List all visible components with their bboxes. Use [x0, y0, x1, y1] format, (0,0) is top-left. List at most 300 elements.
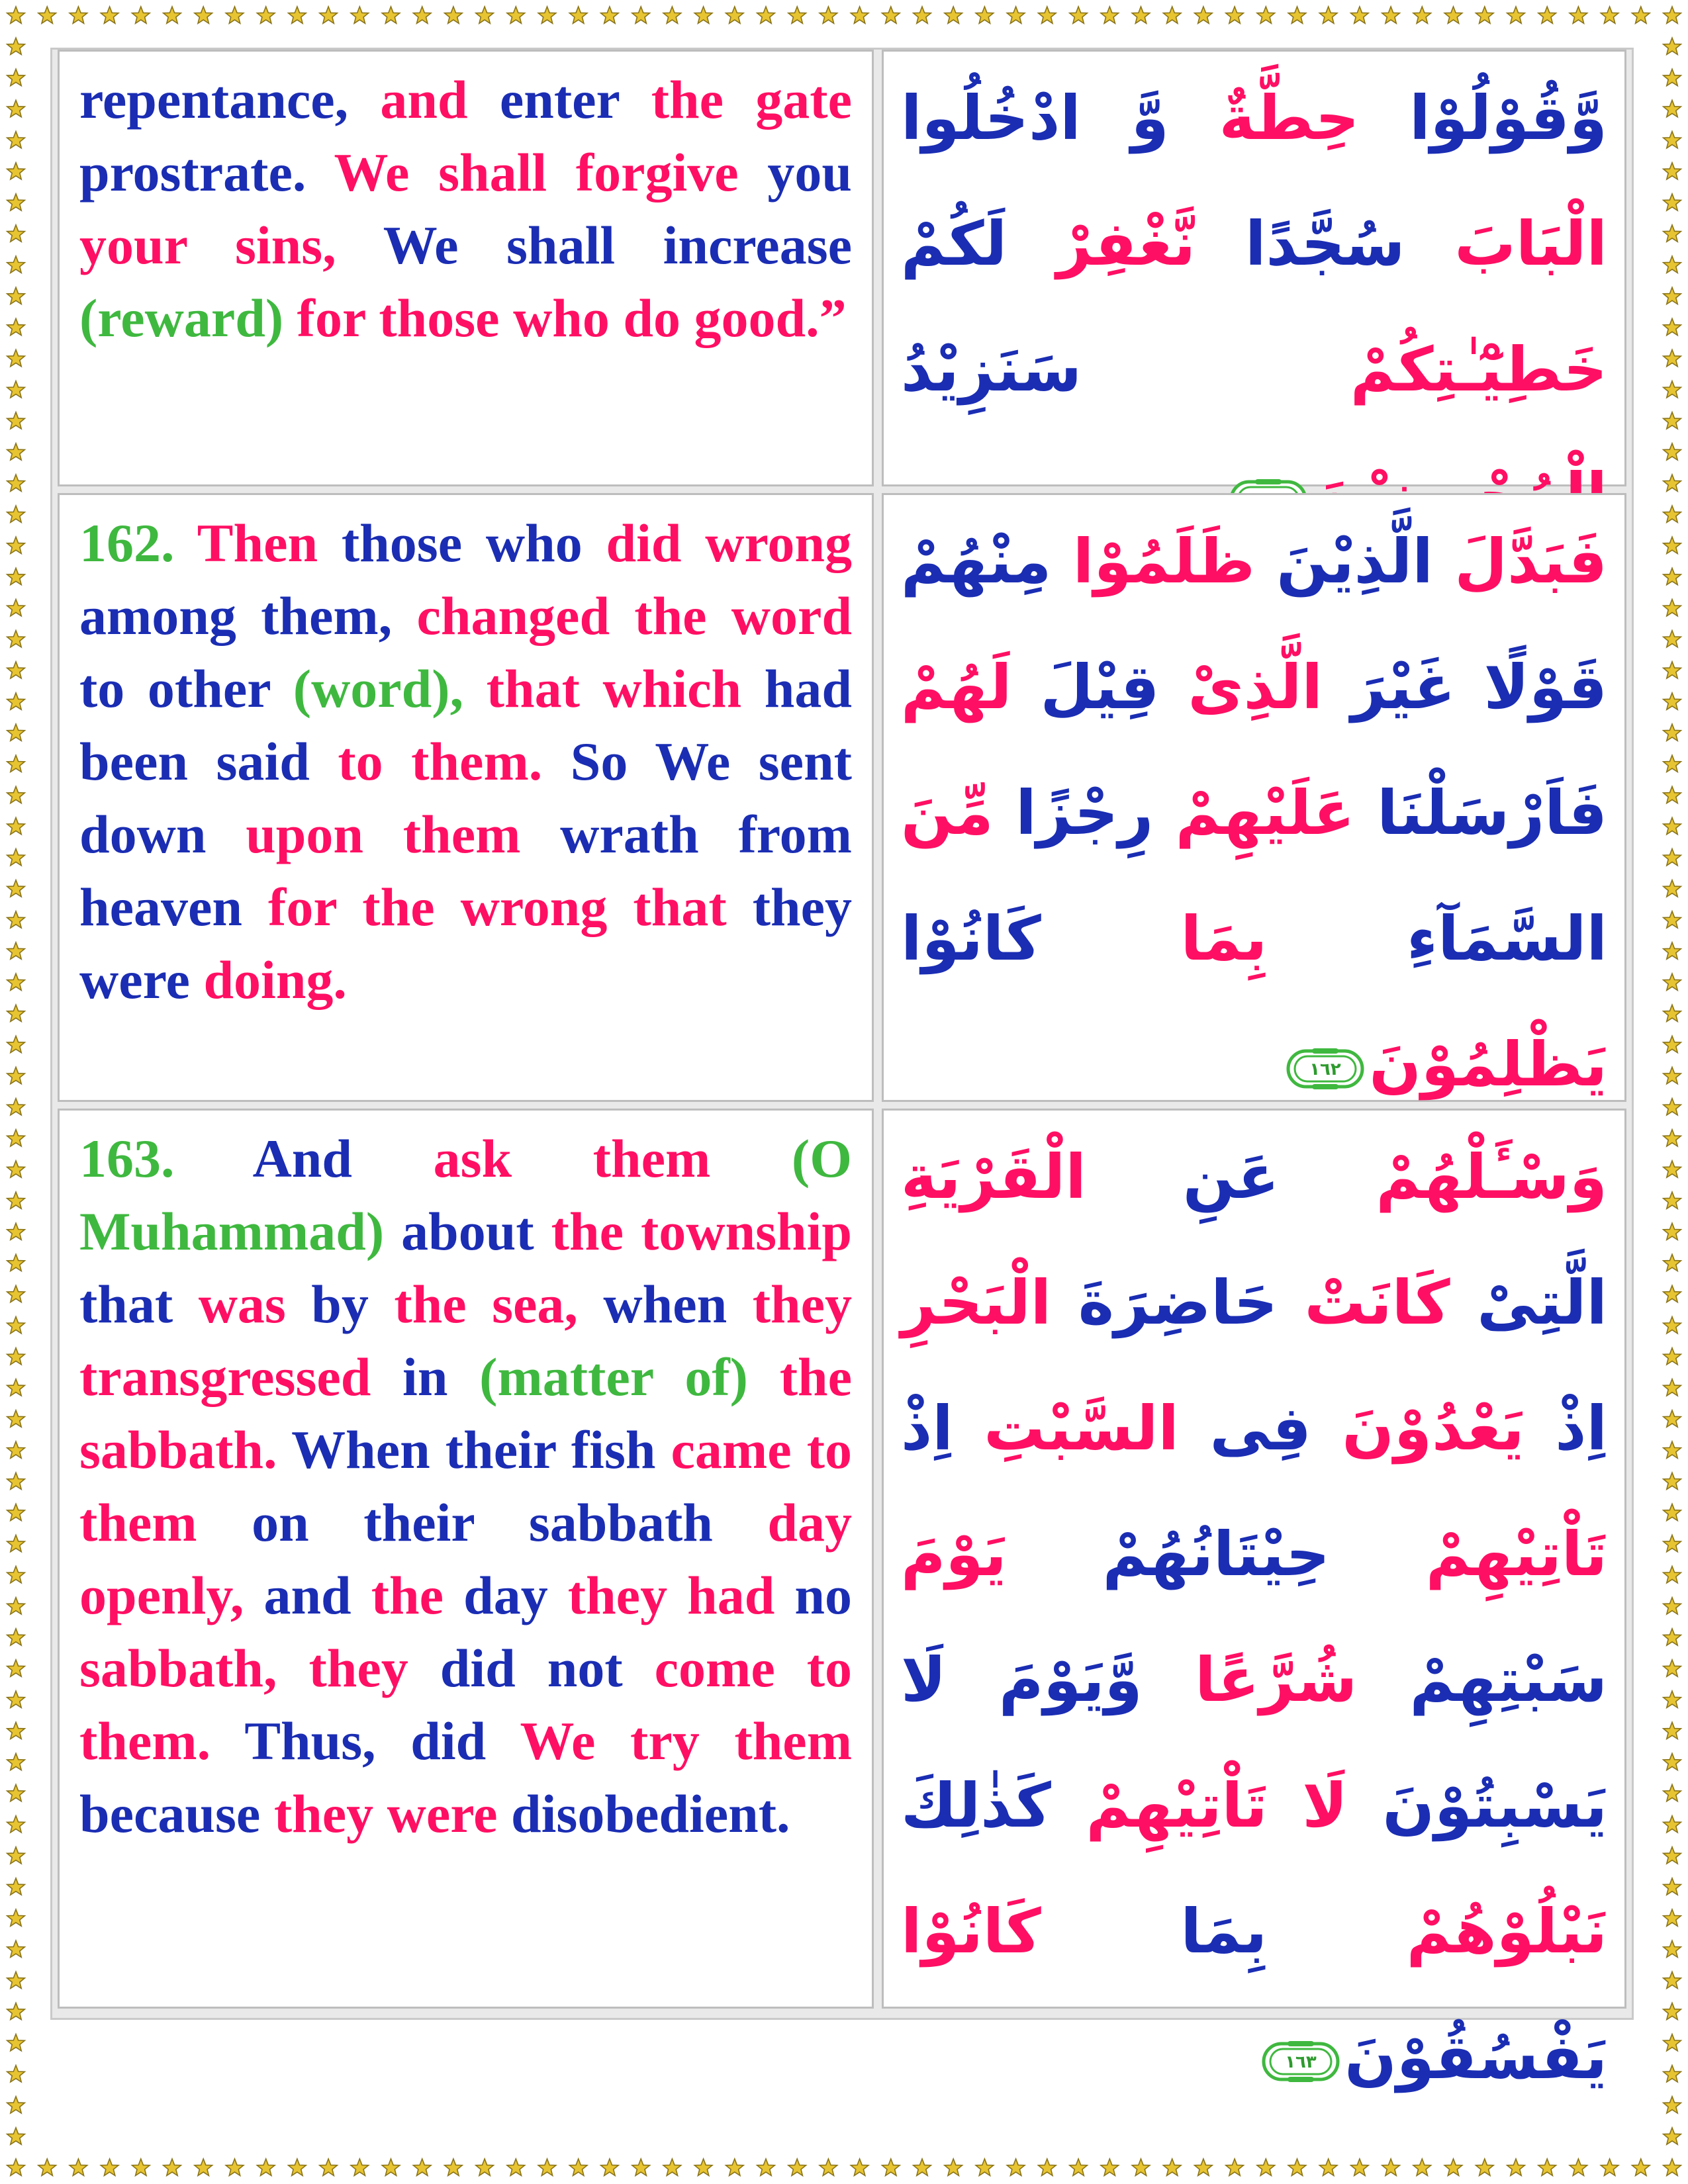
star-icon [1444, 2159, 1462, 2175]
arabic-word: السَّبْتِ [953, 1393, 1179, 1464]
star-icon [7, 1348, 25, 1365]
arabic-word: لَا تَاْتِيْهِمْ [1051, 1770, 1348, 1841]
star-icon [1257, 7, 1275, 23]
star-icon [1664, 1254, 1681, 1271]
star-icon [1664, 100, 1681, 116]
star-icon [1664, 1410, 1681, 1427]
star-icon [1664, 1473, 1681, 1489]
arabic-word: السَّمَآءِ [1267, 903, 1607, 974]
star-icon [320, 2159, 338, 2175]
verse-row-161 [58, 50, 1626, 486]
star-icon [1101, 2159, 1119, 2175]
verse-row-163 [58, 1109, 1626, 2093]
arabic-word: الْبَحْرِ [901, 1267, 1052, 1338]
star-icon [382, 7, 400, 23]
star-icon [7, 693, 25, 709]
star-icon [1664, 1348, 1681, 1365]
translation-phrase: in [402, 1347, 480, 1407]
translation-phrase: When their fish [291, 1420, 671, 1480]
arabic-verse-text [901, 1115, 1607, 2120]
translation-phrase: day [463, 1565, 568, 1625]
translation-phrase: by [311, 1274, 395, 1334]
star-icon [1039, 2159, 1056, 2175]
star-icon [7, 662, 25, 678]
translation-phrase: among them, [79, 586, 417, 646]
star-icon [851, 7, 868, 23]
star-icon [7, 1629, 25, 1645]
star-icon [413, 7, 431, 23]
star-icon [1632, 7, 1650, 23]
star-icon [1664, 475, 1681, 491]
translation-phrase: came to them [79, 1420, 852, 1553]
arabic-word: حِيْتَانُهُمْ [1006, 1519, 1330, 1590]
translation-phrase: prostrate. [79, 142, 334, 203]
arabic-word: يَظْلِمُوْنَ [1369, 1029, 1607, 1100]
star-icon [1664, 2034, 1681, 2051]
star-icon [1632, 2159, 1650, 2175]
star-icon [164, 2159, 181, 2175]
translation-phrase: they were [79, 877, 853, 1010]
arabic-word: فِى [1178, 1393, 1311, 1464]
star-icon [7, 1254, 25, 1271]
translation-phrase: on their sabbath [252, 1492, 768, 1553]
translation-phrase: enter [499, 69, 651, 130]
translation-phrase: was [198, 1274, 312, 1334]
star-icon [1664, 1192, 1681, 1208]
star-icon [1664, 2003, 1681, 2019]
star-icon [1664, 1130, 1681, 1146]
arabic-word: بِمَا [1041, 1896, 1268, 1967]
star-icon [1664, 1223, 1681, 1240]
star-icon [7, 1441, 25, 1458]
star-icon [632, 7, 650, 23]
star-icon [569, 7, 587, 23]
star-icon [7, 443, 25, 460]
arabic-word: وَّيَوْمَ لَا يَسْبِتُوْنَ [901, 1645, 1607, 1841]
star-icon [7, 2034, 25, 2051]
star-icon [164, 7, 181, 23]
star-icon [351, 7, 369, 23]
star-icon [694, 7, 712, 23]
star-icon [507, 2159, 525, 2175]
star-icon [1319, 7, 1337, 23]
english-translation-text [79, 507, 852, 1017]
star-icon [7, 817, 25, 834]
english-translation-text [79, 64, 852, 355]
arabic-word: اِذْ [1524, 1393, 1607, 1464]
arabic-word: اِذْ [901, 1393, 953, 1464]
arabic-word: مِنْهُمْ قَوْلًا [901, 526, 1607, 723]
arabic-word: تَاْتِيْهِمْ [1329, 1519, 1607, 1590]
star-icon [7, 38, 25, 54]
arabic-word: الَّذِىْ [1159, 652, 1323, 723]
arabic-word: عَلَيْهِمْ [1153, 778, 1355, 848]
star-icon [7, 1067, 25, 1083]
translation-phrase: Then [197, 513, 342, 573]
arabic-word: الَّتِىْ [1450, 1267, 1607, 1338]
star-icon [945, 7, 962, 23]
translation-phrase: and [263, 1565, 371, 1625]
translation-phrase: doing. [203, 950, 347, 1010]
verse-table [50, 48, 1634, 2093]
translation-phrase: did not [440, 1638, 655, 1698]
star-icon [1382, 2159, 1400, 2175]
arabic-word: حِطَّةٌ [1168, 83, 1360, 154]
arabic-verse-cell [882, 1109, 1626, 2093]
translation-phrase: (matter of) [479, 1347, 780, 1407]
arabic-verse-text [901, 56, 1607, 559]
star-icon [7, 1036, 25, 1052]
star-icon [1664, 1598, 1681, 1614]
star-icon [7, 1878, 25, 1895]
english-translation-cell [58, 50, 874, 486]
translation-phrase: We shall forgive [334, 142, 768, 203]
star-icon [7, 974, 25, 990]
star-icon [1664, 2097, 1681, 2113]
translation-phrase: they had [567, 1565, 795, 1625]
star-icon [1351, 7, 1369, 23]
translation-phrase: come to them. [79, 1638, 852, 1771]
star-icon [7, 1473, 25, 1489]
star-icon [1664, 600, 1681, 616]
translation-phrase: We try them [520, 1711, 853, 1771]
star-icon [289, 7, 306, 23]
star-icon [726, 7, 744, 23]
star-icon [1413, 2159, 1431, 2175]
star-icon [538, 7, 556, 23]
star-icon [7, 2159, 25, 2175]
star-icon [1163, 2159, 1181, 2175]
star-icon [38, 2159, 56, 2175]
translation-phrase: (reward) [79, 288, 297, 348]
arabic-word: بِمَا [1041, 903, 1268, 974]
translation-phrase: day openly, [79, 1492, 852, 1625]
star-icon [382, 2159, 400, 2175]
star-icon [1601, 7, 1618, 23]
star-icon [1664, 163, 1681, 179]
verse-number-marker [1261, 2038, 1340, 2085]
translation-phrase: ask them [433, 1128, 792, 1189]
star-icon [1664, 662, 1681, 678]
star-icon [1476, 7, 1494, 23]
star-icon [257, 7, 275, 23]
star-icon [1288, 7, 1306, 23]
star-icon [1664, 1504, 1681, 1520]
translation-phrase: that [79, 1274, 199, 1334]
star-icon [1664, 194, 1681, 210]
star-icon [914, 7, 931, 23]
star-icon [1288, 2159, 1306, 2175]
star-icon [1664, 817, 1681, 834]
arabic-word: حَاضِرَةَ [1051, 1267, 1278, 1338]
star-icon [1664, 1005, 1681, 1021]
arabic-word: سَنَزِيْدُ [901, 334, 1082, 405]
star-icon [1664, 7, 1681, 23]
star-icon [663, 7, 681, 23]
star-icon [7, 1379, 25, 1396]
arabic-word: لَكُمْ [901, 208, 1008, 279]
arabic-word: الْبَابَ [1405, 208, 1608, 279]
star-icon [7, 1535, 25, 1551]
star-icon [1664, 1535, 1681, 1551]
star-icon [7, 1192, 25, 1208]
star-icon [7, 568, 25, 584]
star-icon [476, 7, 494, 23]
star-icon [413, 2159, 431, 2175]
star-icon [7, 2097, 25, 2113]
translation-phrase: 163. [79, 1128, 253, 1189]
star-icon [1664, 1629, 1681, 1645]
star-icon [7, 287, 25, 304]
star-icon [7, 1598, 25, 1614]
star-icon [1132, 7, 1150, 23]
star-icon [1664, 724, 1681, 741]
star-icon [1163, 7, 1181, 23]
star-icon [7, 349, 25, 366]
translation-phrase: for those who do good.” [297, 288, 847, 348]
star-icon [663, 2159, 681, 2175]
translation-phrase: upon them [246, 804, 561, 864]
arabic-word: ظَلَمُوْا [1051, 526, 1255, 597]
star-icon [1382, 7, 1400, 23]
star-icon [7, 256, 25, 273]
star-icon [7, 194, 25, 210]
star-icon [7, 942, 25, 959]
arabic-word: يَعْدُوْنَ [1311, 1393, 1524, 1464]
star-icon [7, 100, 25, 116]
star-icon [1226, 2159, 1244, 2175]
translation-phrase: sabbath, they [79, 1638, 440, 1698]
star-icon [1664, 693, 1681, 709]
translation-phrase: 162. [79, 513, 197, 573]
arabic-word: وَّ ادْخُلُوا [901, 83, 1169, 154]
translation-phrase: the township [551, 1201, 852, 1261]
star-icon [7, 1816, 25, 1833]
star-icon [7, 1285, 25, 1302]
star-icon [1570, 7, 1587, 23]
star-icon [1070, 2159, 1088, 2175]
star-icon [601, 7, 619, 23]
star-icon [538, 2159, 556, 2175]
star-icon [7, 7, 25, 23]
star-icon [1195, 7, 1213, 23]
star-icon [507, 7, 525, 23]
star-icon [1664, 2159, 1681, 2175]
star-icon [1351, 2159, 1369, 2175]
translation-phrase: (O Muhammad) [79, 1128, 852, 1261]
translation-phrase: that which [486, 659, 765, 719]
star-icon [1664, 568, 1681, 584]
star-icon [1007, 2159, 1025, 2175]
star-icon [7, 600, 25, 616]
star-icon [914, 2159, 931, 2175]
star-icon [726, 2159, 744, 2175]
star-icon [945, 2159, 962, 2175]
star-icon [7, 1784, 25, 1801]
star-icon [1664, 1909, 1681, 1926]
star-icon [7, 1099, 25, 1115]
star-icon [1664, 631, 1681, 647]
star-icon [7, 1161, 25, 1177]
arabic-word: فَاَرْسَلْنَا [1354, 778, 1607, 848]
star-icon [820, 7, 837, 23]
star-icon [1664, 1940, 1681, 1957]
star-icon [1664, 132, 1681, 148]
star-icon [1664, 1441, 1681, 1458]
translation-phrase: those who [341, 513, 606, 573]
star-icon [1664, 38, 1681, 54]
arabic-word: مِّنَ [901, 778, 994, 848]
star-icon [1664, 755, 1681, 772]
star-icon [1664, 1784, 1681, 1801]
translation-phrase: they transgressed [79, 1274, 853, 1407]
arabic-word: يَوْمَ [901, 1519, 1007, 1590]
star-icon [445, 7, 463, 23]
star-icon [1664, 974, 1681, 990]
verse-number: ١٦٣ [1285, 2052, 1317, 2072]
star-icon [7, 631, 25, 647]
star-icon [788, 2159, 806, 2175]
star-icon [7, 849, 25, 866]
star-icon [1664, 381, 1681, 398]
star-icon [1132, 2159, 1150, 2175]
star-icon [694, 2159, 712, 2175]
star-icon [7, 1847, 25, 1864]
star-icon [1664, 911, 1681, 928]
arabic-word: رِجْزًا [993, 778, 1154, 848]
star-icon [882, 7, 900, 23]
arabic-word: غَيْرَ [1322, 652, 1456, 723]
star-icon [7, 786, 25, 803]
star-icon [7, 724, 25, 741]
star-icon [7, 132, 25, 148]
arabic-word: كَانُوْا [901, 903, 1041, 974]
star-icon [7, 1130, 25, 1146]
star-icon [101, 7, 118, 23]
star-icon [7, 2066, 25, 2082]
star-icon [1664, 412, 1681, 429]
star-icon [1664, 1285, 1681, 1302]
arabic-word: سَبْتِهِمْ [1357, 1645, 1608, 1715]
star-icon [1664, 506, 1681, 522]
star-icon [976, 7, 994, 23]
star-icon [1507, 7, 1525, 23]
english-translation-cell [58, 1109, 874, 2009]
translation-phrase: for the wrong that [268, 877, 753, 937]
star-icon [7, 1504, 25, 1520]
star-icon [1195, 2159, 1213, 2175]
arabic-word: وَسْـَٔلْهُمْ [1279, 1142, 1607, 1212]
star-icon [1226, 7, 1244, 23]
star-icon [601, 2159, 619, 2175]
translation-phrase: (word), [293, 659, 487, 719]
star-icon [820, 2159, 837, 2175]
star-icon [7, 1722, 25, 1739]
star-icon [1664, 1099, 1681, 1115]
arabic-word: كَذٰلِكَ [901, 1770, 1051, 1841]
translation-phrase: your sins, [79, 215, 383, 275]
arabic-word: سُجَّدًا [1196, 208, 1405, 279]
translation-phrase: to them. [338, 731, 571, 792]
translation-phrase: the sea, [394, 1274, 604, 1334]
star-icon [1664, 349, 1681, 366]
star-icon [632, 2159, 650, 2175]
translation-phrase: and [380, 69, 500, 130]
star-icon [7, 1317, 25, 1334]
translation-phrase: no [794, 1565, 853, 1625]
star-icon [1664, 287, 1681, 304]
star-icon [7, 506, 25, 522]
star-icon [226, 2159, 244, 2175]
star-icon [1664, 537, 1681, 553]
star-icon [195, 2159, 212, 2175]
star-icon [7, 225, 25, 242]
star-icon [7, 1005, 25, 1021]
star-icon [1664, 1753, 1681, 1770]
star-icon [1664, 1317, 1681, 1334]
translation-phrase: disobedient. [511, 1784, 790, 1844]
star-icon [569, 2159, 587, 2175]
star-icon [7, 2128, 25, 2144]
arabic-word: يَفْسُقُوْنَ [1344, 2022, 1607, 2093]
star-icon [7, 163, 25, 179]
star-icon [976, 2159, 994, 2175]
translation-phrase: the sabbath. [79, 1347, 852, 1480]
star-icon [851, 2159, 868, 2175]
star-icon [1664, 1567, 1681, 1583]
star-icon [7, 1909, 25, 1926]
arabic-word: نَّغْفِرْ [1007, 208, 1196, 279]
star-icon [226, 7, 244, 23]
star-icon [132, 7, 150, 23]
star-icon [7, 475, 25, 491]
arabic-verse-text [901, 499, 1607, 1128]
translation-phrase: when [603, 1274, 753, 1334]
star-icon [1664, 256, 1681, 273]
star-icon [1538, 7, 1556, 23]
star-icon [1538, 2159, 1556, 2175]
translation-phrase: you [767, 142, 852, 203]
arabic-word: قِيْلَ [1011, 652, 1160, 723]
star-icon [7, 911, 25, 928]
star-icon [101, 2159, 118, 2175]
star-icon [7, 537, 25, 553]
star-icon [1664, 1036, 1681, 1052]
arabic-verse-cell [882, 493, 1626, 1102]
star-icon [1664, 2066, 1681, 2082]
star-icon [7, 412, 25, 429]
star-icon [757, 2159, 775, 2175]
star-icon [70, 7, 87, 23]
star-icon [38, 7, 56, 23]
star-icon [351, 2159, 369, 2175]
star-icon [1664, 1816, 1681, 1833]
arabic-word: فَبَدَّلَ [1432, 526, 1608, 597]
star-icon [1664, 1878, 1681, 1895]
star-icon [882, 2159, 900, 2175]
translation-phrase: had been said [79, 659, 852, 792]
star-icon [7, 69, 25, 85]
star-icon [7, 1223, 25, 1240]
translation-phrase: they were [273, 1784, 512, 1844]
star-icon [7, 1940, 25, 1957]
star-icon [1664, 1067, 1681, 1083]
star-icon [195, 7, 212, 23]
star-icon [1664, 1722, 1681, 1739]
star-icon [1664, 786, 1681, 803]
translation-phrase: So We sent down [79, 731, 852, 864]
star-icon [1444, 7, 1462, 23]
